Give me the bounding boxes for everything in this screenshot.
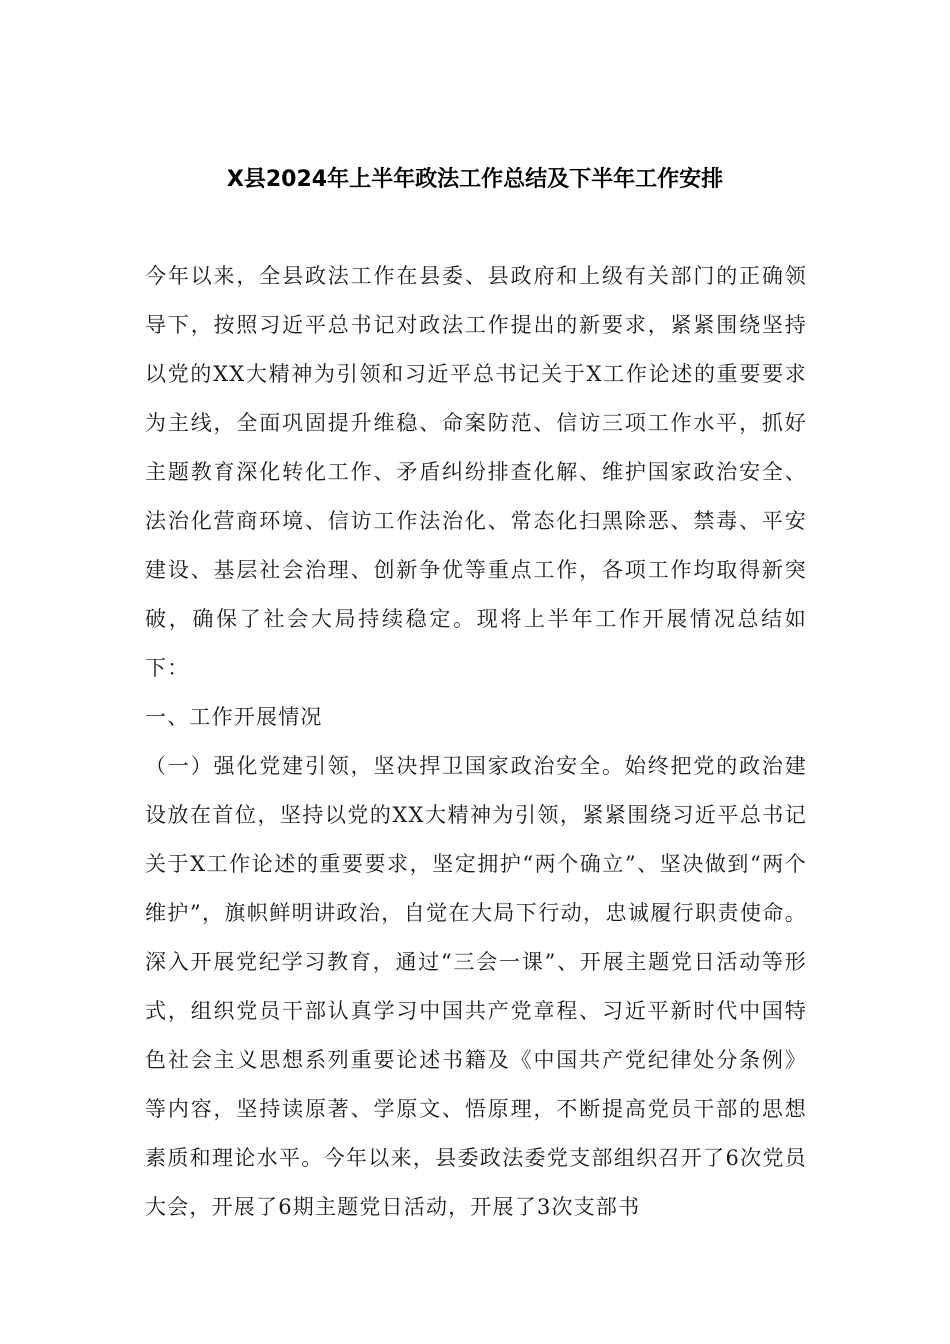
document-title: X县2024年上半年政法工作总结及下半年工作安排 (226, 167, 724, 192)
section-heading: 一、工作开展情况 (145, 705, 323, 729)
intro-paragraph: 今年以来，全县政法工作在县委、县政府和上级有关部门的正确领导下，按照习近平总书记对政法工作提出的新要求，紧紧围绕坚持以党的XX大精神为引领和习近平总书记关于X工作论述的重要要求为主线，全面巩固提升维稳、命案防范、信访三项工作水平，抓好主题教育深化转化工作、矛盾纠纷排查化解、维护国家政治安全、法治化营商环境、信访工作法治化、常态化扫黑除恶、禁毒、平安建设、基层社会治理、创新争优等重点工作，各项工作均取得新突破，确保了社会大局持续稳定。现将上半年工作开展情况总结如下： (145, 264, 807, 680)
document-body (145, 252, 807, 1232)
section-paragraph: （一）强化党建引领，坚决捍卫国家政治安全。始终把党的政治建设放在首位，坚持以党的XX大精神为引领，紧紧围绕习近平总书记关于X工作论述的重要要求，坚定拥护“两个确立”、坚决做到“两个维护”，旗帜鲜明讲政治，自觉在大局下行动，忠诚履行职责使命。深入开展党纪学习教育，通过“三会一课”、开展主题党日活动等形式，组织党员干部认真学习中国共产党章程、习近平新时代中国特色社会主义思想系列重要论述书籍及《中国共产党纪律处分条例》等内容，坚持读原著、学原文、悟原理，不断提高党员干部的思想素质和理论水平。今年以来，县委政法委党支部组织召开了6次党员大会，开展了6期主题党日活动，开展了3次支部书 (145, 754, 807, 1219)
